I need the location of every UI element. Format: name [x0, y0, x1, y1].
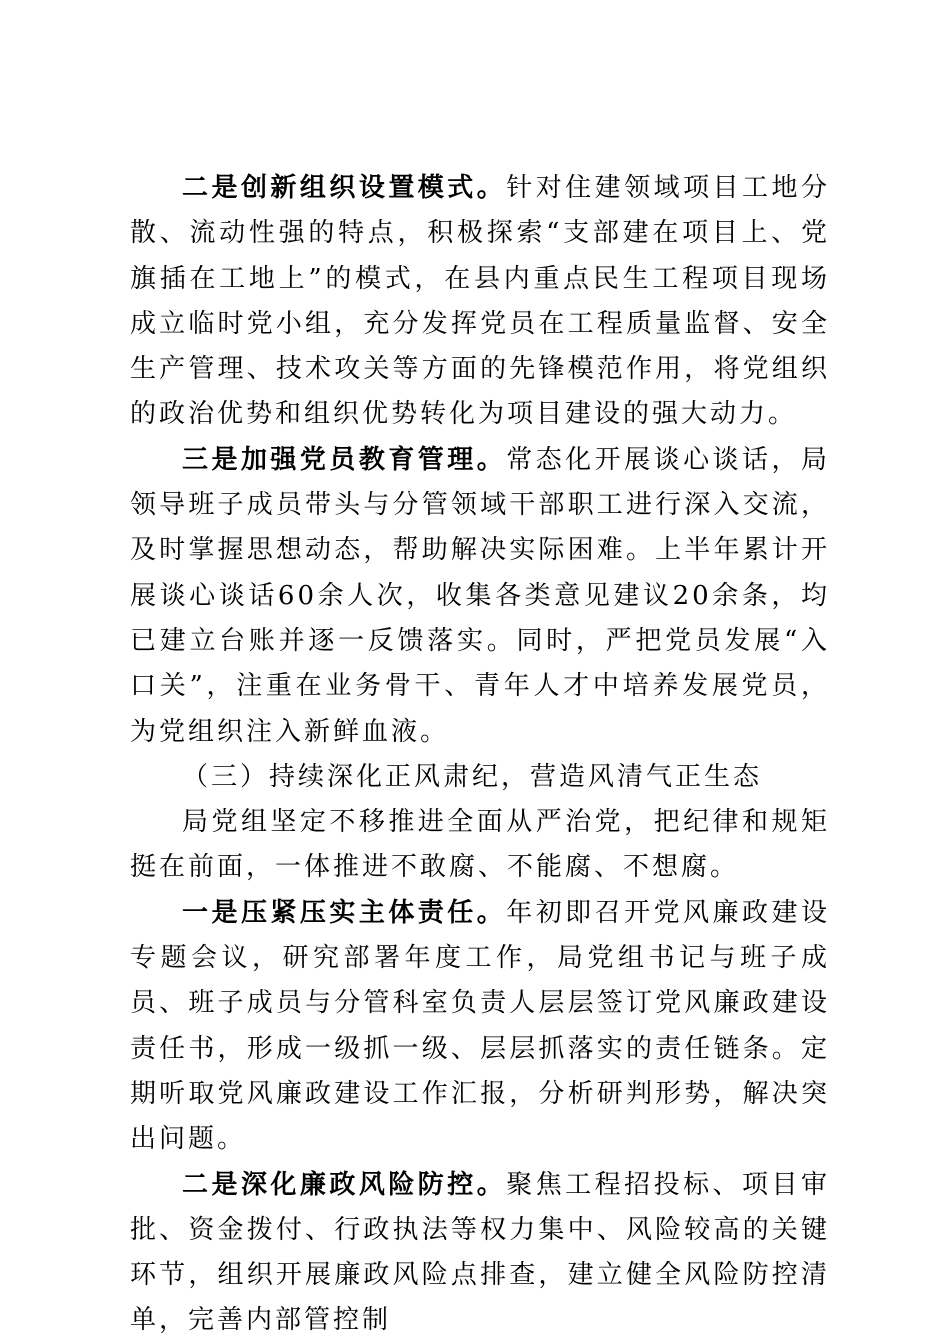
paragraph-risk-control — [130, 1163, 830, 1344]
paragraph-text: 年初即召开党风廉政建设专题会议，研究部署年度工作，局党组书记与班子成员、班子成员与分管科室负责人层层签订党风廉政建设责任书，形成一级抓一级、层层抓落实的责任链条。定期听取党风廉政建设工作汇报，分析研判形势，解决突出问题。 — [130, 897, 830, 1155]
paragraph-innovate-organization — [130, 166, 830, 438]
paragraph-lead: 一是压紧压实主体责任。 — [182, 897, 507, 928]
paragraph-text: 针对住建领域项目工地分散、流动性强的特点，积极探索“支部建在项目上、党旗插在工地上”的模式，在县内重点民生工程项目现场成立临时党小组，充分发挥党员在工程质量监督、安全生产管理、技术攻关等方面的先锋模范作用，将党组织的政治优势和组织优势转化为项目建设的强大动力。 — [130, 173, 830, 430]
paragraph-member-education — [130, 438, 830, 755]
paragraph-text: 聚焦工程招投标、项目审批、资金拨付、行政执法等权力集中、风险较高的关键环节，组织开展廉政风险点排查，建立健全风险防控清单，完善内部管控制 — [130, 1169, 830, 1336]
paragraph-intro — [130, 800, 830, 891]
paragraph-main-responsibility — [130, 891, 830, 1163]
section-heading — [130, 755, 830, 800]
paragraph-text: 常态化开展谈心谈话，局领导班子成员带头与分管领域干部职工进行深入交流，及时掌握思想动态，帮助解决实际困难。上半年累计开展谈心谈话60余人次，收集各类意见建议20余条，均已建立台账并逐一反馈落实。同时，严把党员发展“入口关”，注重在业务骨干、青年人才中培养发展党员，为党组织注入新鲜血液。 — [130, 444, 830, 747]
paragraph-text: 局党组坚定不移推进全面从严治党，把纪律和规矩挺在前面，一体推进不敢腐、不能腐、不想腐。 — [130, 807, 830, 883]
document-body — [130, 166, 830, 1344]
paragraph-lead: 三是加强党员教育管理。 — [182, 444, 507, 475]
paragraph-lead: 二是深化廉政风险防控。 — [182, 1169, 507, 1200]
paragraph-lead: 二是创新组织设置模式。 — [182, 173, 507, 203]
section-heading-text: （三）持续深化正风肃纪，营造风清气正生态 — [182, 761, 763, 792]
